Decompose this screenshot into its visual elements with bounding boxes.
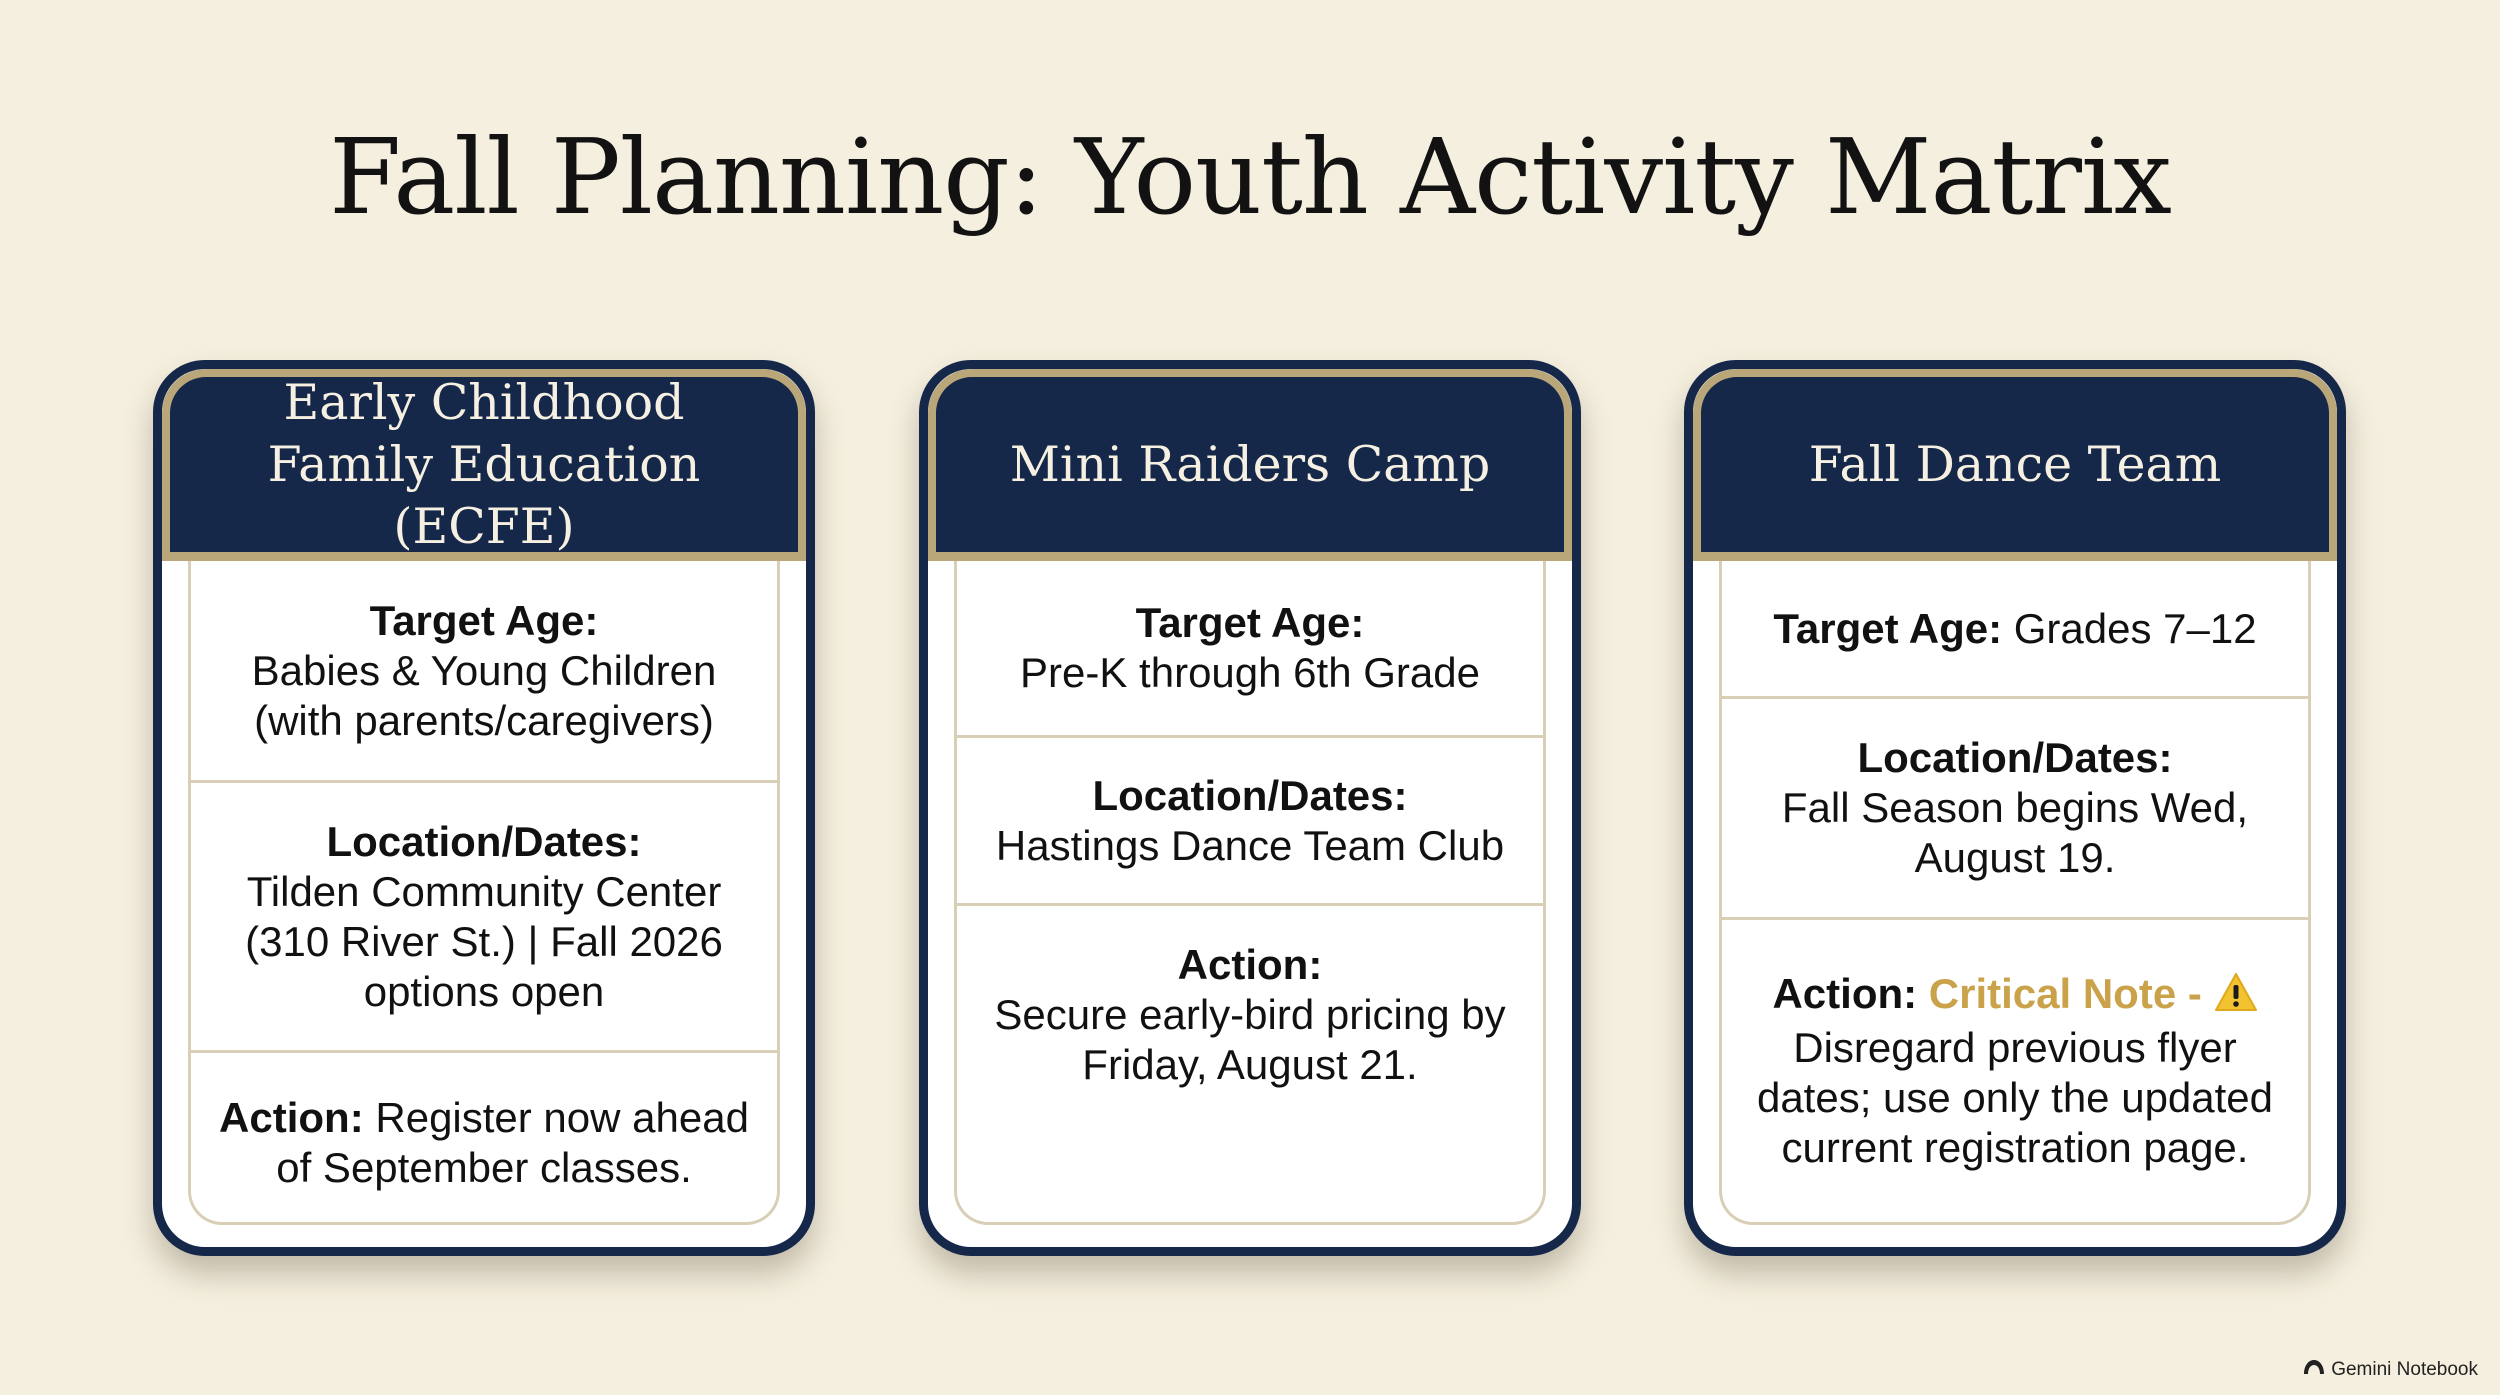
- action-label: Action:: [219, 1094, 364, 1141]
- target-age-section: [191, 561, 777, 783]
- card-header: [1693, 369, 2337, 561]
- card-header: [162, 369, 806, 561]
- action-label: Action:: [1772, 970, 1918, 1017]
- location-value: Tilden Community Center (310 River St.) | Fall 2026 options open: [245, 867, 723, 1015]
- card-ecfe: [153, 360, 815, 1256]
- card-fall-dance: [1684, 360, 2346, 1256]
- card-title: Early Childhood Family Education (ECFE): [267, 373, 701, 555]
- gemini-notebook-branding: [2303, 1359, 2478, 1381]
- card-body: [1719, 561, 2311, 1225]
- action-label: Action:: [1177, 941, 1323, 988]
- action-value: Register now ahead of September classes.: [276, 1094, 749, 1191]
- target-age-label: Target Age:: [1773, 604, 2003, 652]
- target-age-text: [1773, 604, 2256, 654]
- action-value: Disregard previous flyer dates; use only the updated current registration page.: [1756, 1024, 2274, 1171]
- location-value: Fall Season begins Wed, August 19.: [1781, 784, 2249, 881]
- warning-icon: [2214, 972, 2258, 1023]
- card-title: Mini Raiders Camp: [1009, 435, 1491, 493]
- target-age-label: Target Age:: [1135, 599, 1365, 646]
- target-age-label: Target Age:: [369, 596, 599, 644]
- page-title: Fall Planning: Youth Activity Matrix: [329, 116, 2171, 238]
- action-heading: [1772, 969, 2257, 1023]
- location-section: [1722, 699, 2308, 920]
- critical-note: Critical Note -: [1928, 970, 2202, 1017]
- branding-label: Gemini Notebook: [2331, 1359, 2478, 1380]
- action-section: [1722, 920, 2308, 1222]
- gemini-notebook-icon: [2303, 1359, 2325, 1381]
- card-body: [954, 561, 1546, 1225]
- target-age-section: [957, 561, 1543, 738]
- target-age-value: Pre-K through 6th Grade: [1020, 649, 1480, 696]
- card-body: [188, 561, 780, 1225]
- location-section: [957, 738, 1543, 906]
- action-section: [957, 906, 1543, 1222]
- location-label: Location/Dates:: [1857, 734, 2173, 781]
- location-section: [191, 783, 777, 1053]
- card-header: [928, 369, 1572, 561]
- location-label: Location/Dates:: [1092, 771, 1408, 819]
- location-label: Location/Dates:: [326, 817, 642, 865]
- action-text: [207, 1093, 761, 1193]
- location-value: Hastings Dance Team Club: [995, 821, 1505, 869]
- card-title: Fall Dance Team: [1808, 435, 2222, 493]
- action-section: [191, 1053, 777, 1233]
- card-mini-raiders: [919, 360, 1581, 1256]
- target-age-section: [1722, 561, 2308, 699]
- target-age-value: Grades 7–12: [2013, 604, 2257, 652]
- action-value: Secure early-bird pricing by Friday, August 21.: [994, 991, 1506, 1088]
- target-age-value: Babies & Young Children (with parents/caregivers): [251, 646, 717, 744]
